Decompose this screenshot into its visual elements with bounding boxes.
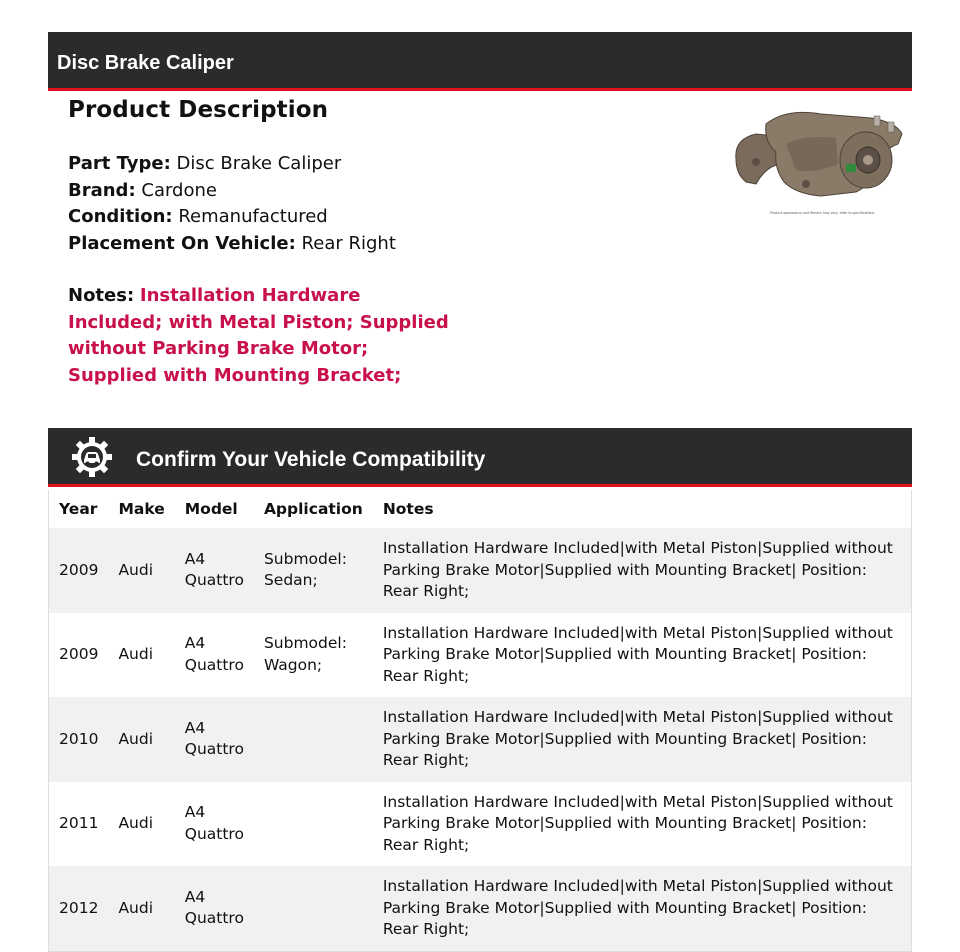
spec-label: Part Type:: [68, 153, 171, 174]
table-row: [49, 697, 912, 782]
cell-model: A4 Quattro: [184, 718, 244, 759]
cell-year: 2009: [59, 645, 99, 663]
cell-application: [254, 782, 373, 867]
notes-text: Installation Hardware Included; with Metal Piston; Supplied without Parking Brake Motor; Supplied with Mounting Bracket;: [68, 285, 449, 386]
table-row: [49, 613, 912, 698]
cell-application: [254, 866, 373, 951]
column-header-model: Model: [184, 500, 238, 518]
cell-model: A4 Quattro: [184, 634, 244, 674]
product-title: Disc Brake Caliper: [57, 52, 234, 74]
spec-value: Cardone: [141, 179, 217, 201]
cell-notes: Installation Hardware Included|with Metal Piston|Supplied without Parking Brake Motor|Supplied with Mounting Bracket| Position: Rear Right;: [382, 708, 893, 769]
cell-year: 2012: [59, 898, 99, 917]
spec-value: Rear Right: [301, 232, 396, 254]
cell-notes: Installation Hardware Included|with Metal Piston|Supplied without Parking Brake Motor|Supplied with Mounting Bracket| Position: Rear Right;: [382, 539, 893, 600]
table-row: [49, 782, 912, 867]
spec-placement: [68, 231, 708, 258]
cell-application: [254, 697, 373, 782]
product-header-bar: [48, 32, 912, 91]
cell-notes: Installation Hardware Included|with Metal Piston|Supplied without Parking Brake Motor|Supplied with Mounting Bracket| Position: Rear Right;: [382, 623, 893, 685]
notes-label: Notes:: [68, 285, 135, 306]
spec-brand: [68, 178, 708, 205]
image-caption: Product appearance and fitment may vary; refer to specifications: [770, 211, 875, 215]
compatibility-table: [48, 490, 912, 952]
spec-label: Brand:: [68, 179, 136, 201]
product-description: [68, 97, 708, 389]
compatibility-title: Confirm Your Vehicle Compatibility: [136, 448, 486, 471]
spec-value: Remanufactured: [178, 206, 328, 227]
cell-make: Audi: [118, 814, 154, 832]
cell-make: Audi: [118, 645, 154, 663]
compatibility-header-bar: [48, 428, 912, 487]
gear-car-icon: [70, 435, 114, 479]
cell-year: 2009: [59, 560, 99, 579]
spec-condition: [68, 204, 708, 231]
cell-model: A4 Quattro: [184, 549, 244, 590]
spec-value: Disc Brake Caliper: [176, 153, 342, 174]
column-header-year: Year: [59, 500, 98, 518]
table-header-row: [49, 490, 912, 528]
spec-label: Placement On Vehicle:: [68, 232, 296, 254]
cell-year: 2011: [59, 814, 99, 832]
cell-application: Submodel: Sedan;: [263, 549, 347, 590]
description-heading: Product Description: [68, 97, 329, 123]
cell-notes: Installation Hardware Included|with Metal Piston|Supplied without Parking Brake Motor|Supplied with Mounting Bracket| Position: Rear Right;: [382, 877, 893, 938]
spec-part-type: [68, 151, 708, 178]
table-row: [49, 866, 912, 951]
spec-label: Condition:: [68, 206, 173, 227]
cell-make: Audi: [118, 560, 154, 579]
cell-year: 2010: [59, 729, 99, 748]
cell-notes: Installation Hardware Included|with Metal Piston|Supplied without Parking Brake Motor|Supplied with Mounting Bracket| Position: Rear Right;: [382, 792, 893, 854]
column-header-notes: Notes: [382, 500, 434, 518]
cell-model: A4 Quattro: [184, 887, 244, 928]
table-row: [49, 528, 912, 613]
column-header-make: Make: [118, 500, 165, 518]
cell-make: Audi: [118, 898, 154, 917]
cell-model: A4 Quattro: [184, 803, 244, 843]
column-header-application: Application: [263, 500, 363, 518]
brake-caliper-image: [726, 104, 908, 216]
spec-list: [68, 151, 708, 257]
cell-application: Submodel: Wagon;: [263, 634, 347, 674]
product-notes: [68, 283, 458, 389]
cell-make: Audi: [118, 729, 154, 748]
